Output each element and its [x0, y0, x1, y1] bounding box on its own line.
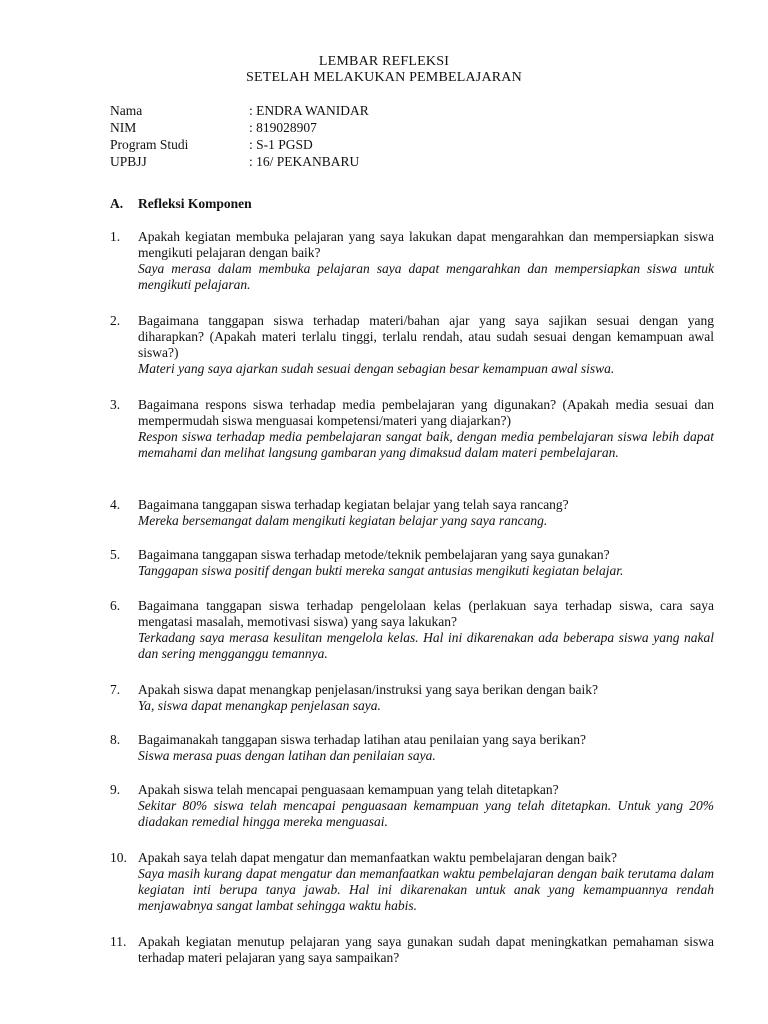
item-question: Bagaimana respons siswa terhadap media pembelajaran yang digunakan? (Apakah media sesuai dan mempermudah siswa menguasai kompetensi/materi yang diajarkan?) [138, 397, 714, 428]
item-number: 3. [110, 397, 121, 412]
item-question: Bagaimana tanggapan siswa terhadap kegiatan belajar yang telah saya rancang? [138, 497, 569, 512]
identity-row-upbjj [110, 154, 369, 171]
item-number: 1. [110, 229, 121, 244]
item-number: 2. [110, 313, 121, 328]
item-question: Apakah saya telah dapat mengatur dan memanfaatkan waktu pembelajaran dengan baik? [138, 850, 618, 865]
item-number: 9. [110, 782, 121, 797]
item-number: 10. [110, 850, 127, 865]
identity-value: : 819028907 [249, 120, 317, 135]
item-answer: Tanggapan siswa positif dengan bukti mereka sangat antusias mengikuti kegiatan belajar. [138, 563, 624, 578]
item-question: Apakah kegiatan menutup pelajaran yang saya gunakan sudah dapat meningkatkan pemahaman siswa terhadap materi pelajaran yang saya sampaikan? [138, 934, 714, 965]
item-answer: Sekitar 80% siswa telah mencapai penguasaan kemampuan yang telah ditetapkan. Untuk yang 20% diadakan remedial hingga mereka menguasai. [138, 798, 714, 829]
item-number: 8. [110, 732, 121, 747]
item-number: 4. [110, 497, 121, 512]
title-line-1: LEMBAR REFLEKSI [318, 54, 450, 69]
item-answer: Siswa merasa puas dengan latihan dan penilaian saya. [138, 748, 436, 763]
reflection-item [110, 397, 714, 461]
identity-label: NIM [110, 120, 137, 135]
identity-row-program-studi [110, 137, 369, 154]
item-question: Bagaimanakah tanggapan siswa terhadap latihan atau penilaian yang saya berikan? [138, 732, 586, 747]
identity-label: Nama [110, 103, 143, 118]
reflection-item [110, 682, 714, 714]
reflection-item [110, 497, 714, 529]
reflection-item [110, 934, 714, 966]
item-question: Bagaimana tanggapan siswa terhadap materi/bahan ajar yang saya sajikan sesuai dengan yang diharapkan? (Apakah materi terlalu tinggi, terlalu rendah, atau sudah sesuai dengan kemampuan awal siswa?) [138, 313, 714, 360]
item-answer: Respon siswa terhadap media pembelajaran sangat baik, dengan media pembelajaran siswa lebih dapat memahami dan melihat langsung gambaran yang dimaksud dalam materi pembelajaran. [138, 429, 714, 460]
section-title: Refleksi Komponen [138, 196, 252, 211]
reflection-item [110, 732, 714, 764]
item-number: 7. [110, 682, 121, 697]
item-answer: Terkadang saya merasa kesulitan mengelola kelas. Hal ini dikarenakan ada beberapa siswa yang nakal dan sering mengganggu temannya. [138, 630, 714, 661]
item-answer: Saya merasa dalam membuka pelajaran saya dapat mengarahkan dan mempersiapkan siswa untuk mengikuti pelajaran. [138, 261, 714, 292]
item-question: Bagaimana tanggapan siswa terhadap pengelolaan kelas (perlakuan saya terhadap siswa, cara saya mengatasi masalah, memotivasi siswa) yang saya lakukan? [138, 598, 714, 629]
identity-label: Program Studi [110, 137, 189, 152]
item-question: Apakah kegiatan membuka pelajaran yang saya lakukan dapat mengarahkan dan mempersiapkan siswa mengikuti pelajaran dengan baik? [138, 229, 714, 260]
item-question: Apakah siswa telah mencapai penguasaan kemampuan yang telah ditetapkan? [138, 782, 559, 797]
identity-value: : ENDRA WANIDAR [249, 103, 369, 118]
item-number: 6. [110, 598, 121, 613]
title-line-2: SETELAH MELAKUKAN PEMBELAJARAN [246, 70, 522, 85]
item-answer: Materi yang saya ajarkan sudah sesuai dengan sebagian besar kemampuan awal siswa. [138, 361, 615, 376]
item-answer: Mereka bersemangat dalam mengikuti kegiatan belajar yang saya rancang. [138, 513, 548, 528]
reflection-item [110, 850, 714, 914]
reflection-item [110, 313, 714, 377]
identity-label: UPBJJ [110, 154, 147, 169]
reflection-item [110, 782, 714, 830]
item-question: Apakah siswa dapat menangkap penjelasan/instruksi yang saya berikan dengan baik? [138, 682, 598, 697]
identity-row-nim [110, 120, 369, 137]
reflection-item [110, 229, 714, 293]
item-answer: Saya masih kurang dapat mengatur dan memanfaatkan waktu pembelajaran dengan baik terutama dalam kegiatan inti berupa tanya jawab. Hal ini dikarenakan untuk anak yang kemampuannya rendah menjawabnya sangat lambat sehingga waktu habis. [138, 866, 714, 913]
identity-value: : S-1 PGSD [249, 137, 313, 152]
identity-value: : 16/ PEKANBARU [249, 154, 360, 169]
item-number: 5. [110, 547, 121, 562]
reflection-item [110, 547, 714, 579]
reflection-item [110, 598, 714, 662]
item-number: 11. [110, 934, 127, 949]
section-heading [110, 196, 252, 212]
section-letter: A. [110, 196, 124, 211]
item-question: Bagaimana tanggapan siswa terhadap metode/teknik pembelajaran yang saya gunakan? [138, 547, 610, 562]
identity-block [110, 103, 369, 171]
identity-row-nama [110, 103, 369, 120]
item-answer: Ya, siswa dapat menangkap penjelasan saya. [138, 698, 381, 713]
